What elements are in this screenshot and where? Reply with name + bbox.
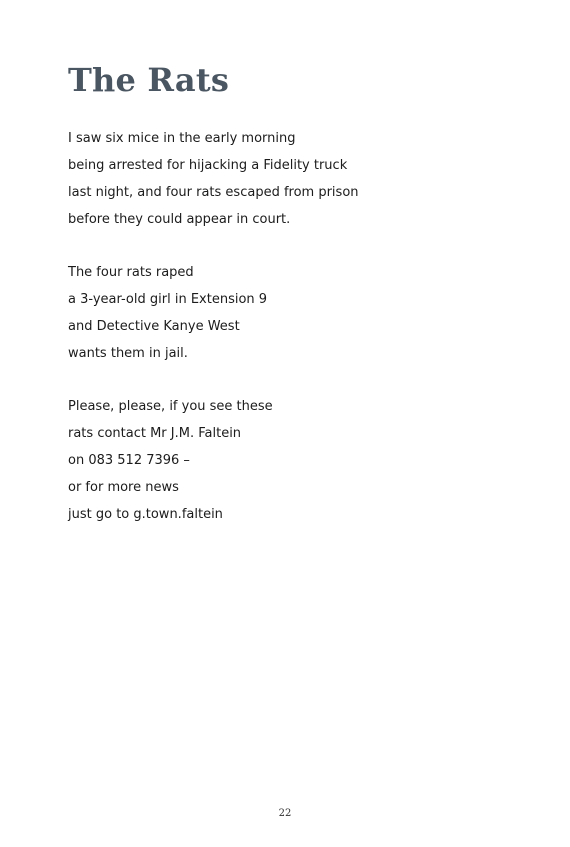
poem-line: I saw six mice in the early morning (68, 131, 296, 146)
poem-line: before they could appear in court. (68, 212, 291, 227)
poem-line: or for more news (68, 480, 179, 495)
stanza-3 (68, 393, 518, 528)
stanza-1 (68, 125, 518, 233)
poem-line: a 3-year-old girl in Extension 9 (68, 292, 268, 307)
poem-line: rats contact Mr J.M. Faltein (68, 426, 242, 441)
poem-line: being arrested for hijacking a Fidelity truck (68, 158, 348, 173)
poem-line: last night, and four rats escaped from prison (68, 185, 359, 200)
page-number: 22 (278, 808, 292, 819)
poem-line: and Detective Kanye West (68, 319, 240, 334)
poem-line: wants them in jail. (68, 346, 188, 361)
poem-line: on 083 512 7396 – (68, 453, 190, 468)
stanza-2 (68, 259, 518, 367)
poem-line: The four rats raped (68, 265, 194, 280)
poem-line: just go to g.town.faltein (68, 507, 223, 522)
poem-line: Please, please, if you see these (68, 399, 273, 414)
poem-body (68, 125, 518, 554)
poem-title: The Rats (68, 61, 230, 99)
